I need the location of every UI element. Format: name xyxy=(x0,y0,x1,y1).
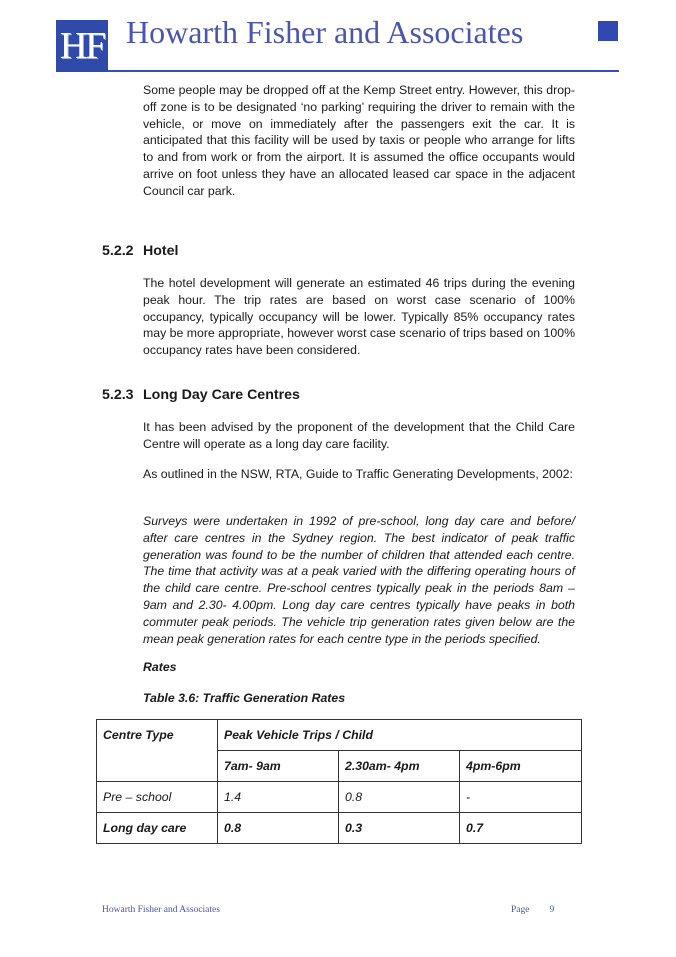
page-number: 9 xyxy=(549,905,555,915)
header-divider xyxy=(108,70,619,72)
table-caption: Table 3.6: Traffic Generation Rates xyxy=(143,691,346,705)
rta-quote: Surveys were undertaken in 1992 of pre-school, long day care and before/ after care centres in the Sydney region. The best indicator of peak traffic generation was found to be the number of children that attended each centre. The time that activity was at a peak varied with the differing operating hours of the child care centre. Pre-school centres typically peak in the periods 8am – 9am and 2.30- 4.00pm. Long day care centres typically have peaks in both commuter peak periods. The vehicle trip generation rates given below are the mean peak generation rates for each centre type in the periods specified. xyxy=(143,514,575,646)
table-row xyxy=(97,782,582,813)
page-label: Page xyxy=(511,905,530,915)
section-heading-hotel xyxy=(102,243,178,259)
intro-paragraph: Some people may be dropped off at the Kemp Street entry. However, this drop-off zone is to be designated ‘no parking’ requiring the driver to remain with the vehicle, or move on immediately after the passengers exit the car. It is anticipated that this facility will be used by taxis or people who arrange for lifts to and from work or from the airport. It is assumed the office occupants would arrive on foot unless they have an allocated leased car space in the adjacent Council car park. xyxy=(143,83,575,198)
header-centre-type: Centre Type xyxy=(97,720,218,782)
hotel-paragraph: The hotel development will generate an estimated 46 trips during the evening peak hour. The trip rates are based on worst case scenario of 100% occupancy, typically occupancy will be lower. Typically 85% occupancy rates may be more appropriate, however worst case scenario of trips based on 100% occupancy rates have been considered. xyxy=(143,276,575,358)
company-logo xyxy=(56,20,108,72)
section-number: 5.2.2 xyxy=(102,243,134,259)
section-title: Hotel xyxy=(143,243,179,259)
row-centre-type: Long day care xyxy=(97,813,218,844)
logo-text: HF xyxy=(59,25,105,67)
company-title: Howarth Fisher and Associates xyxy=(126,14,524,50)
header-peak-trips: Peak Vehicle Trips / Child xyxy=(218,720,582,751)
row-value: 1.4 xyxy=(218,782,339,813)
row-value: 0.3 xyxy=(339,813,460,844)
rates-label: Rates xyxy=(143,660,177,674)
traffic-generation-table xyxy=(96,719,582,844)
table-header-row xyxy=(97,720,582,751)
row-value: 0.8 xyxy=(218,813,339,844)
header-period: 4pm-6pm xyxy=(460,751,582,782)
row-value: 0.7 xyxy=(460,813,582,844)
section-heading-childcare xyxy=(102,387,300,403)
section-number: 5.2.3 xyxy=(102,387,134,403)
row-value: 0.8 xyxy=(339,782,460,813)
footer-company: Howarth Fisher and Associates xyxy=(102,905,220,915)
header-square-icon xyxy=(598,21,618,41)
section-title: Long Day Care Centres xyxy=(143,387,300,403)
table-row xyxy=(97,813,582,844)
row-value: - xyxy=(460,782,582,813)
childcare-paragraph-1: It has been advised by the proponent of the development that the Child Care Centre will operate as a long day care facility. xyxy=(143,420,575,451)
footer-page xyxy=(511,905,554,915)
row-centre-type: Pre – school xyxy=(97,782,218,813)
childcare-paragraph-2: As outlined in the NSW, RTA, Guide to Traffic Generating Developments, 2002: xyxy=(143,467,573,481)
header-period: 7am- 9am xyxy=(218,751,339,782)
header-period: 2.30am- 4pm xyxy=(339,751,460,782)
